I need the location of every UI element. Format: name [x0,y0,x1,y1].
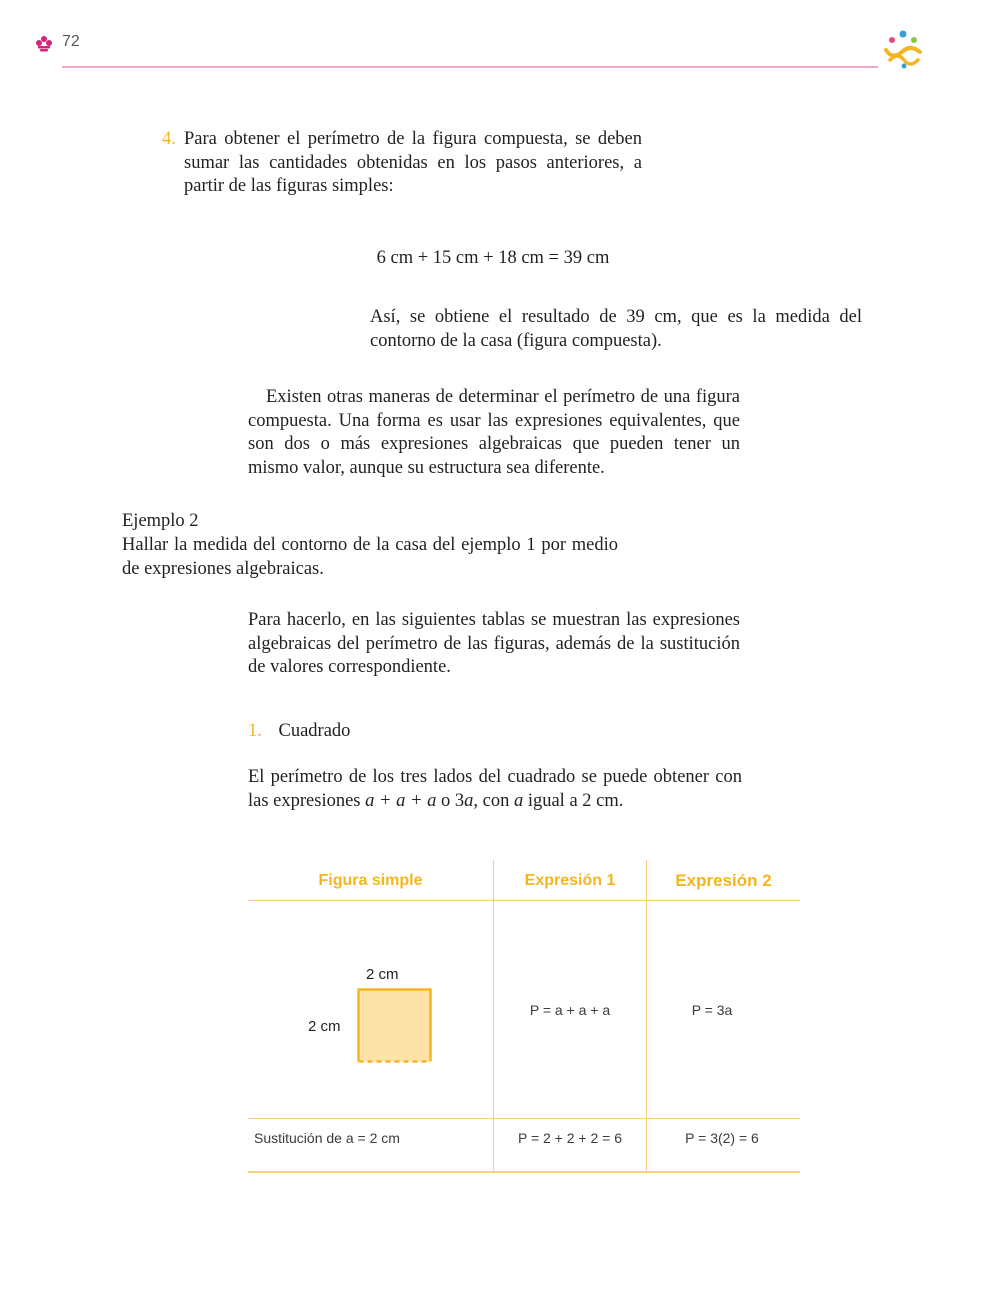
header-divider [62,66,878,68]
table-row-divider [248,1118,800,1119]
expression-1: P = a + a + a [529,1002,611,1018]
step1-label: Cuadrado [278,721,351,741]
square-side-label: 2 cm [308,1018,341,1035]
paragraph-tables: Para hacerlo, en las siguientes tablas se muestran las expresiones algebraicas del perímetro de las figuras, además de la sustitución de valores correspondiente. [248,610,740,677]
substitution-label: Sustitución de a = 2 cm [254,1130,400,1146]
equation: 6 cm + 15 cm + 18 cm = 39 cm [376,248,610,268]
example2-statement: Hallar la medida del contorno de la casa del ejemplo 1 por medio de expresiones algebraicas. [122,535,618,579]
result-text: Así, se obtiene el resultado de 39 cm, que es la medida del contorno de la casa (figura compuesta). [370,307,862,351]
substitution-2: P = 3(2) = 6 [685,1130,759,1146]
step1-heading [248,720,350,744]
table-bottom-border [248,1171,800,1173]
expression-2: P = 3a [691,1002,733,1018]
table-header-expresion2: Expresión 2 [675,871,772,890]
step4-number: 4. [162,129,176,149]
square-top-label: 2 cm [366,966,399,983]
step4-text: Para obtener el perímetro de la figura compuesta, se deben sumar las cantidades obtenidas en los pasos anteriores, a partir de las figuras simples: [184,129,642,196]
example2-title: Ejemplo 2 [122,511,199,531]
table-header-figura: Figura simple [318,872,423,889]
step1-number: 1. [248,721,262,741]
table-header-divider [248,900,800,901]
substitution-1: P = 2 + 2 + 2 = 6 [517,1130,623,1146]
flower-icon [34,34,54,54]
table-header-expresion1: Expresión 1 [524,872,616,889]
square-perimeter-text: El perímetro de los tres lados del cuadrado se puede obtener con las expresiones a + a + a o 3a, con a igual a 2 cm. [248,767,742,811]
paragraph-equivalent-expressions: Existen otras maneras de determinar el perímetro de una figura compuesta. Una forma es usar las expresiones equivalentes, que son dos o más expresiones algebraicas que pueden tener un mismo valor, aunque su estructura sea diferente. [248,387,740,478]
decorative-logo-icon [880,26,926,70]
square-figure [357,988,433,1064]
page-number: 72 [62,33,80,50]
perimeter-table [248,860,800,1174]
